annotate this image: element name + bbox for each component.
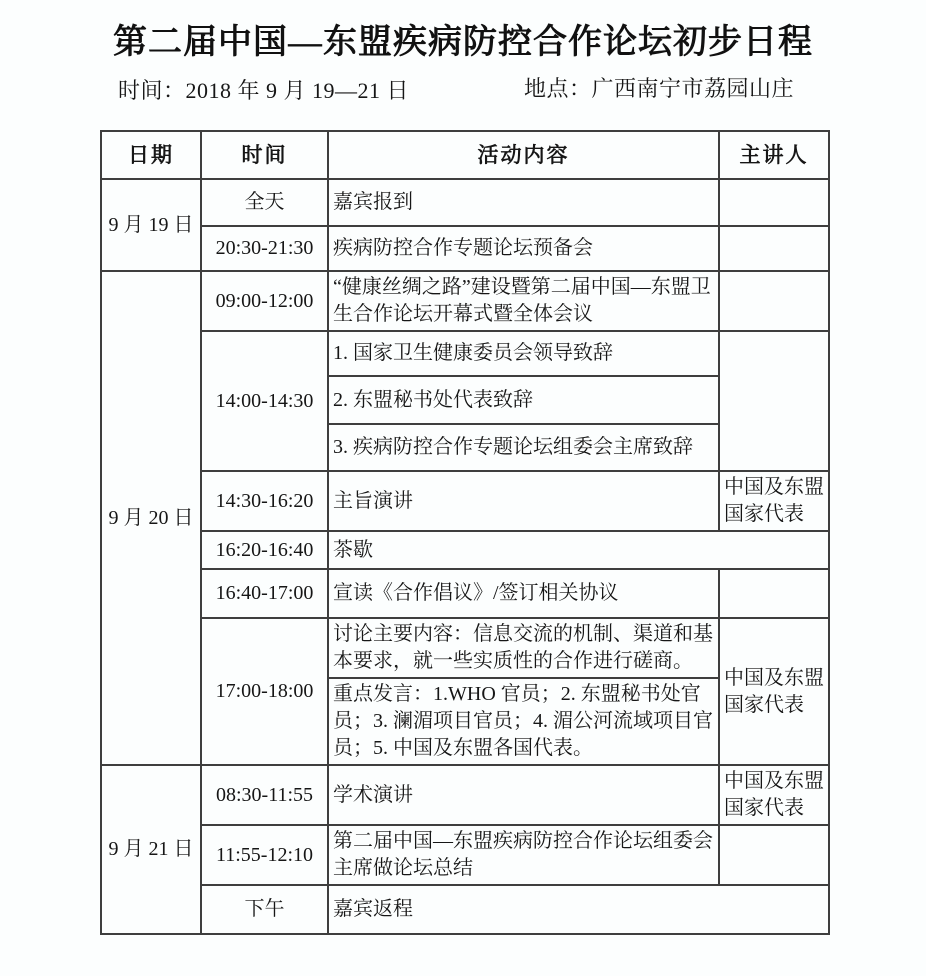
table-header-row — [101, 131, 829, 179]
time-cell: 20:30-21:30 — [201, 226, 328, 271]
speaker-cell — [719, 271, 829, 331]
speaker-cell: 中国及东盟国家代表 — [719, 471, 829, 531]
content-cell: 宣读《合作倡议》/签订相关协议 — [328, 569, 719, 618]
time-cell: 09:00-12:00 — [201, 271, 328, 331]
table-row — [101, 618, 829, 678]
col-header-time: 时间 — [201, 131, 328, 179]
table-row — [101, 179, 829, 226]
content-cell: 1. 国家卫生健康委员会领导致辞 — [328, 331, 719, 376]
content-cell: 茶歇 — [328, 531, 829, 569]
content-cell: 第二届中国—东盟疾病防控合作论坛组委会主席做论坛总结 — [328, 825, 719, 885]
table-row — [101, 226, 829, 271]
content-cell: “健康丝绸之路”建设暨第二届中国—东盟卫生合作论坛开幕式暨全体会议 — [328, 271, 719, 331]
table-row — [101, 765, 829, 825]
time-cell: 16:40-17:00 — [201, 569, 328, 618]
time-cell: 08:30-11:55 — [201, 765, 328, 825]
page-title: 第二届中国—东盟疾病防控合作论坛初步日程 — [113, 24, 813, 61]
speaker-cell — [719, 825, 829, 885]
speaker-cell — [719, 226, 829, 271]
table-row — [101, 271, 829, 331]
speaker-cell — [719, 331, 829, 471]
content-cell: 疾病防控合作专题论坛预备会 — [328, 226, 719, 271]
table-row — [101, 569, 829, 618]
content-cell: 主旨演讲 — [328, 471, 719, 531]
col-header-activity: 活动内容 — [328, 131, 719, 179]
schedule-table — [100, 130, 830, 935]
content-cell: 讨论主要内容：信息交流的机制、渠道和基本要求，就一些实质性的合作进行磋商。 — [328, 618, 719, 678]
content-cell: 嘉宾返程 — [328, 885, 829, 934]
time-cell: 17:00-18:00 — [201, 618, 328, 765]
date-cell: 9 月 21 日 — [101, 765, 201, 934]
speaker-cell: 中国及东盟国家代表 — [719, 765, 829, 825]
speaker-cell — [719, 179, 829, 226]
content-cell: 学术演讲 — [328, 765, 719, 825]
time-cell: 14:30-16:20 — [201, 471, 328, 531]
table-row — [101, 531, 829, 569]
content-cell: 嘉宾报到 — [328, 179, 719, 226]
event-time-text: 时间：2018 年 9 月 19—21 日 — [118, 78, 410, 103]
table-row — [101, 885, 829, 934]
content-cell: 2. 东盟秘书处代表致辞 — [328, 376, 719, 424]
time-cell: 14:00-14:30 — [201, 331, 328, 471]
speaker-cell — [719, 569, 829, 618]
content-cell: 3. 疾病防控合作专题论坛组委会主席致辞 — [328, 424, 719, 471]
time-cell: 16:20-16:40 — [201, 531, 328, 569]
time-cell: 全天 — [201, 179, 328, 226]
event-location-text: 地点：广西南宁市荔园山庄 — [524, 76, 795, 101]
table-row — [101, 331, 829, 376]
date-cell: 9 月 20 日 — [101, 271, 201, 765]
col-header-date: 日期 — [101, 131, 201, 179]
time-cell: 11:55-12:10 — [201, 825, 328, 885]
content-cell: 重点发言：1.WHO 官员；2. 东盟秘书处官员；3. 澜湄项目官员；4. 湄公河流域项目官员；5. 中国及东盟各国代表。 — [328, 678, 719, 765]
speaker-cell: 中国及东盟国家代表 — [719, 618, 829, 765]
date-cell: 9 月 19 日 — [101, 179, 201, 271]
col-header-speaker: 主讲人 — [719, 131, 829, 179]
table-row — [101, 471, 829, 531]
table-row — [101, 825, 829, 885]
time-cell: 下午 — [201, 885, 328, 934]
